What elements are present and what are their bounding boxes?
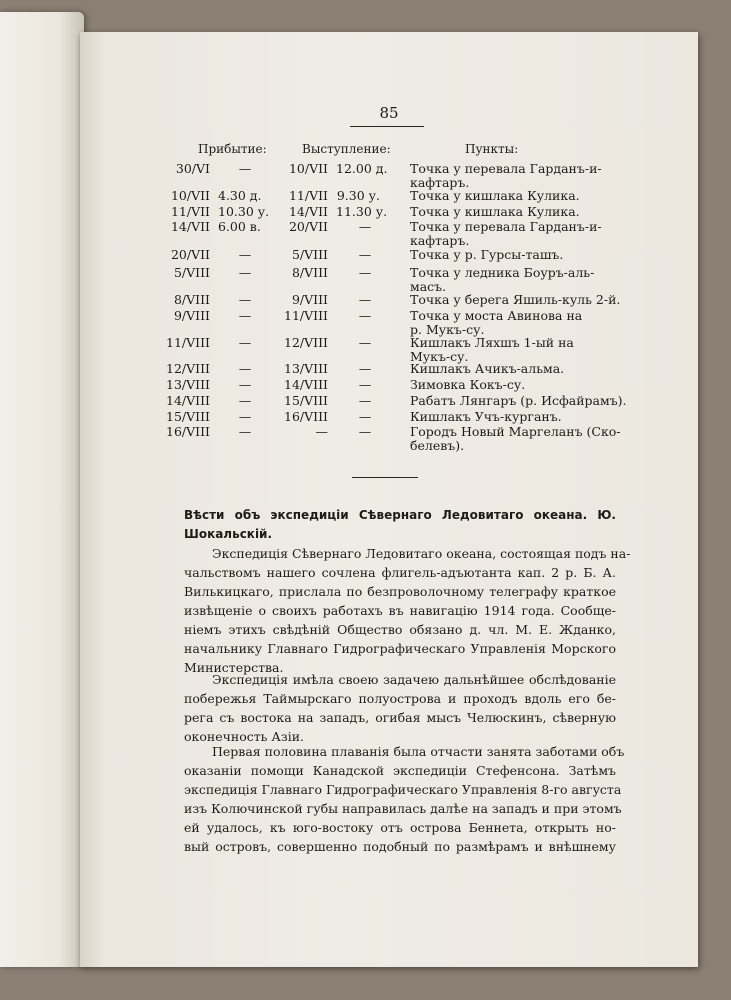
paragraph-line: Экспедиція Сѣвернаго Ледовитаго океана, состоящая подъ на- bbox=[212, 546, 631, 561]
arrival-time: — bbox=[238, 377, 252, 392]
paragraph-line: ніемъ этихъ свѣдѣній Общество обязано д. чл. М. Е. Жданко, bbox=[184, 622, 616, 637]
departure-date: 14/VII bbox=[288, 204, 328, 219]
arrival-time: — bbox=[238, 361, 252, 376]
table-row bbox=[80, 378, 698, 392]
point-text: кафтаръ. bbox=[410, 233, 470, 248]
paragraph-line: Экспедиція имѣла своею задачею дальнѣйшее обслѣдованіе bbox=[212, 672, 616, 687]
arrival-date: 20/VII bbox=[170, 247, 210, 262]
point-text: Рабатъ Лянгаръ (р. Исфайрамъ). bbox=[410, 393, 627, 408]
paragraph-line: экспедиція Главнаго Гидрографическаго Управленія 8-го августа bbox=[184, 782, 622, 797]
departure-date: 8/VIII bbox=[291, 265, 328, 280]
arrival-date: 30/VI bbox=[175, 161, 210, 176]
article-paragraph bbox=[184, 742, 625, 856]
table-row bbox=[80, 308, 698, 337]
article-paragraph bbox=[184, 544, 631, 677]
departure-date: 12/VIII bbox=[284, 335, 328, 350]
point-text: Мукъ-су. bbox=[410, 349, 469, 364]
departure-date: — bbox=[315, 424, 328, 439]
arrival-date: 5/VIII bbox=[173, 265, 210, 280]
paragraph-line: оказаніи помощи Канадской экспедиціи Стефенсона. Затѣмъ bbox=[184, 763, 616, 778]
departure-date: 11/VIII bbox=[284, 308, 328, 323]
point-text: Точка у перевала Гарданъ-и- bbox=[410, 219, 602, 234]
paragraph-line: вый островъ, совершенно подобный по размѣрамъ и внѣшнему bbox=[184, 839, 616, 854]
point-text: Кишлакъ Ачикъ-альма. bbox=[410, 361, 565, 376]
departure-date: 14/VIII bbox=[284, 377, 328, 392]
departure-time: — bbox=[358, 409, 372, 424]
departure-time: — bbox=[358, 335, 372, 350]
departure-date: 5/VIII bbox=[291, 247, 328, 262]
point-text: Точка у кишлака Кулика. bbox=[410, 204, 580, 219]
arrival-date: 8/VIII bbox=[173, 292, 210, 307]
departure-date: 11/VII bbox=[288, 188, 328, 203]
departure-time: — bbox=[358, 292, 372, 307]
paragraph-line: чальствомъ нашего сочлена флигель-адъютанта кап. 2 р. Б. А. bbox=[184, 565, 616, 580]
arrival-time: — bbox=[238, 292, 252, 307]
point-text: масъ. bbox=[410, 279, 447, 294]
left-page-edge bbox=[0, 12, 84, 967]
departure-time: — bbox=[358, 308, 372, 323]
table-row bbox=[80, 293, 698, 307]
departure-date: 16/VIII bbox=[284, 409, 328, 424]
article-paragraph bbox=[184, 670, 616, 746]
point-text: Точка у берега Яшиль-куль 2-й. bbox=[410, 292, 621, 307]
paragraph-line: рега съ востока на западъ, огибая мысъ Челюскинъ, сѣверную bbox=[184, 710, 616, 725]
arrival-time: 4.30 д. bbox=[218, 188, 262, 203]
arrival-date: 13/VIII bbox=[166, 377, 210, 392]
arrival-time: — bbox=[238, 247, 252, 262]
table-row bbox=[80, 335, 698, 364]
point-text: кафтаръ. bbox=[410, 175, 470, 190]
departure-time: — bbox=[358, 219, 372, 234]
table-row bbox=[80, 248, 698, 262]
arrival-time: — bbox=[238, 161, 252, 176]
arrival-date: 14/VIII bbox=[166, 393, 210, 408]
departure-date: 20/VII bbox=[288, 219, 328, 234]
point-text: Кишлакъ Ляхшъ 1-ый на bbox=[410, 335, 574, 350]
arrival-date: 11/VIII bbox=[166, 335, 210, 350]
header-arrival: Прибытие: bbox=[198, 142, 267, 156]
arrival-time: — bbox=[238, 265, 252, 280]
departure-date: 10/VII bbox=[288, 161, 328, 176]
departure-date: 9/VIII bbox=[291, 292, 328, 307]
point-text: Точка у перевала Гарданъ-и- bbox=[410, 161, 602, 176]
paragraph-line: начальнику Главнаго Гидрографическаго Управленія Морского bbox=[184, 641, 616, 656]
paragraph-line: Первая половина плаванія была отчасти занята заботами объ bbox=[212, 744, 625, 759]
table-row bbox=[80, 362, 698, 376]
arrival-time: 6.00 в. bbox=[218, 219, 261, 234]
departure-time: — bbox=[358, 377, 372, 392]
point-text: Городъ Новый Маргеланъ (Ско- bbox=[410, 424, 621, 439]
departure-date: 13/VIII bbox=[284, 361, 328, 376]
paragraph-line: Вилькицкаго, прислала по безпроволочному телеграфу краткое bbox=[184, 584, 616, 599]
point-text: Кишлакъ Учъ-курганъ. bbox=[410, 409, 562, 424]
table-row bbox=[80, 394, 698, 408]
point-text: белевъ). bbox=[410, 438, 465, 453]
arrival-date: 12/VIII bbox=[166, 361, 210, 376]
table-row bbox=[80, 205, 698, 219]
arrival-time: — bbox=[238, 308, 252, 323]
arrival-date: 10/VII bbox=[170, 188, 210, 203]
departure-time: 12.00 д. bbox=[336, 161, 388, 176]
paragraph-line: ей удалось, къ юго-востоку отъ острова Беннета, открыть но- bbox=[184, 820, 616, 835]
point-text: Точка у кишлака Кулика. bbox=[410, 188, 580, 203]
arrival-time: — bbox=[238, 393, 252, 408]
article-heading: Вѣсти объ экспедиціи Сѣвернаго Ледовитаго океана. Ю. Шокальскій. bbox=[184, 508, 616, 541]
departure-date: 15/VIII bbox=[284, 393, 328, 408]
arrival-time: — bbox=[238, 409, 252, 424]
arrival-time: — bbox=[238, 424, 252, 439]
table-row bbox=[80, 410, 698, 424]
header-departure: Выступление: bbox=[302, 142, 391, 156]
departure-time: — bbox=[358, 361, 372, 376]
paragraph-line: изъ Колючинской губы направилась далѣе на западъ и при этомъ bbox=[184, 801, 622, 816]
header-points: Пункты: bbox=[465, 142, 519, 156]
point-text: р. Мукъ-су. bbox=[410, 322, 485, 337]
arrival-date: 9/VIII bbox=[173, 308, 210, 323]
arrival-date: 11/VII bbox=[170, 204, 210, 219]
section-separator bbox=[352, 477, 418, 478]
departure-time: — bbox=[358, 393, 372, 408]
page-number: 85 bbox=[379, 104, 399, 122]
departure-time: — bbox=[358, 247, 372, 262]
arrival-date: 14/VII bbox=[170, 219, 210, 234]
arrival-date: 15/VIII bbox=[166, 409, 210, 424]
table-row bbox=[80, 189, 698, 203]
paragraph-line: побережья Таймырскаго полуострова и проходъ вдоль его бе- bbox=[184, 691, 616, 706]
paragraph-line: оконечность Азіи. bbox=[184, 729, 304, 744]
point-text: Зимовка Кокъ-су. bbox=[410, 377, 526, 392]
paragraph-line: Министерства. bbox=[184, 660, 284, 675]
table-row bbox=[80, 424, 698, 453]
page-number-rule bbox=[350, 126, 424, 127]
arrival-date: 16/VIII bbox=[166, 424, 210, 439]
table-row bbox=[80, 219, 698, 248]
table-row bbox=[80, 161, 698, 190]
departure-time: — bbox=[358, 424, 372, 439]
arrival-time: — bbox=[238, 335, 252, 350]
point-text: Точка у ледника Боуръ-аль- bbox=[410, 265, 595, 280]
departure-time: 9.30 у. bbox=[336, 188, 380, 203]
departure-time: 11.30 у. bbox=[336, 204, 388, 219]
point-text: Точка у р. Гурсы-ташъ. bbox=[410, 247, 564, 262]
table-row bbox=[80, 265, 698, 294]
paragraph-line: извѣщеніе о своихъ работахъ въ навигацію 1914 года. Сообще- bbox=[184, 603, 616, 618]
page bbox=[80, 32, 698, 967]
arrival-time: 10.30 у. bbox=[218, 204, 270, 219]
point-text: Точка у моста Авинова на bbox=[410, 308, 583, 323]
departure-time: — bbox=[358, 265, 372, 280]
